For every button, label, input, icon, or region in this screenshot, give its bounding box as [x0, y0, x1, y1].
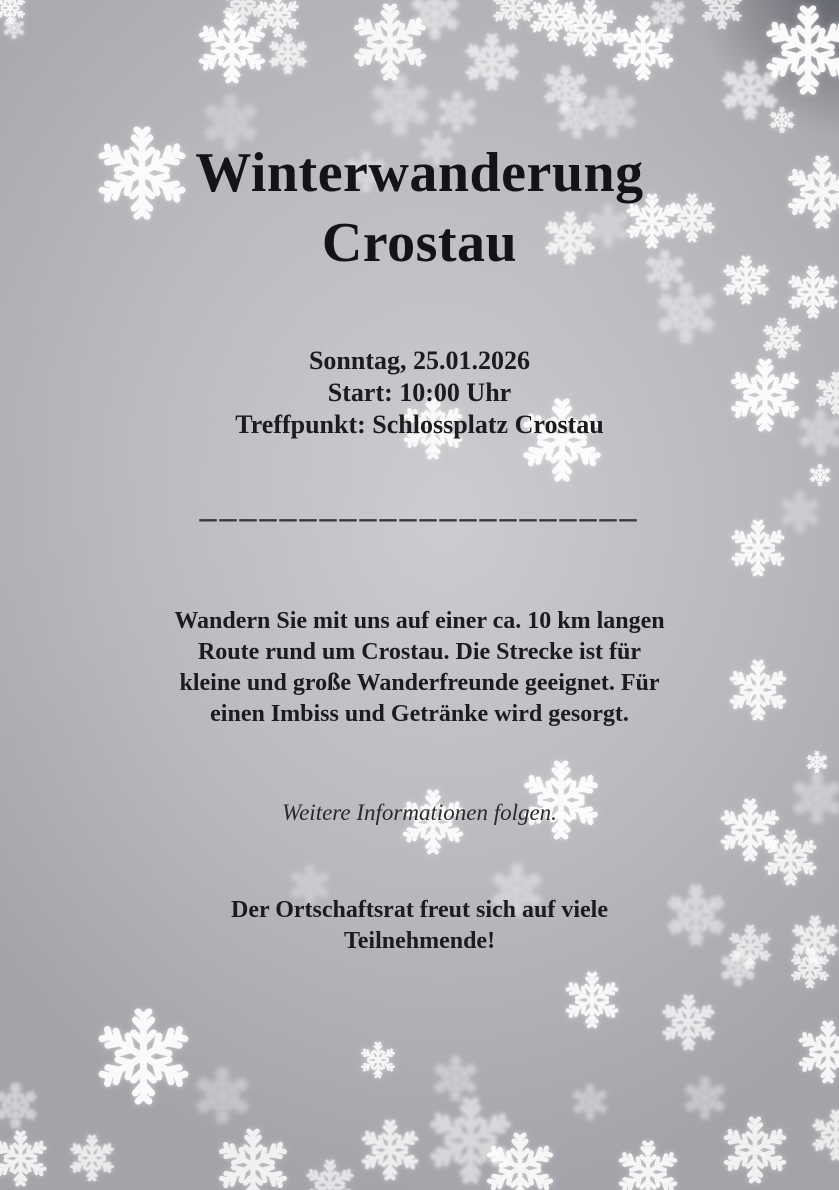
body-line-3: kleine und große Wanderfreunde geeignet. Für: [179, 670, 660, 696]
title-line-1: Winterwanderung: [195, 142, 644, 204]
body-line-2: Route rund um Crostau. Die Strecke ist für: [197, 639, 642, 665]
closing-line-1: Der Ortschaftsrat freut sich auf viele: [230, 897, 608, 923]
closing-paragraph: [0, 895, 839, 957]
event-meeting-point: Treffpunkt: Schlossplatz Crostau: [235, 410, 604, 439]
body-line-1: Wandern Sie mit uns auf einer ca. 10 km langen: [174, 608, 665, 634]
title-line-2: Crostau: [321, 212, 518, 274]
event-details: [0, 345, 839, 441]
body-line-4: einen Imbiss und Getränke wird gesorgt.: [210, 701, 629, 727]
event-date: Sonntag, 25.01.2026: [308, 346, 531, 375]
event-start-time: Start: 10:00 Uhr: [327, 378, 512, 407]
divider-line: ______________________: [199, 488, 640, 525]
closing-line-2: Teilnehmende!: [343, 928, 496, 954]
flyer-title: [0, 138, 839, 278]
body-paragraph: [0, 606, 839, 730]
info-note: Weitere Informationen folgen.: [282, 800, 557, 825]
